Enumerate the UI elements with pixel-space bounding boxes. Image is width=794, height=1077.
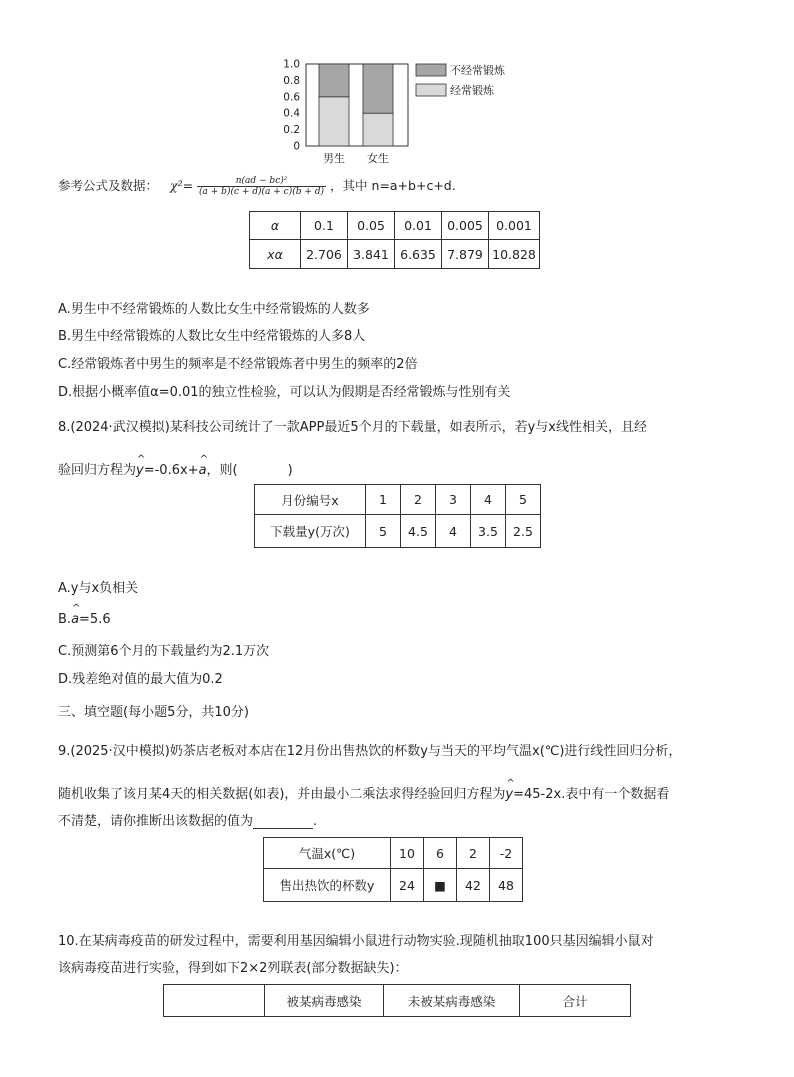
table-cell: 下载量y(万次) xyxy=(255,515,366,548)
y-hat: ^ y xyxy=(505,787,513,802)
bar-segment xyxy=(319,64,349,97)
table-cell: 2.706 xyxy=(301,240,348,269)
option-a: A.男生中不经常锻炼的人数比女生中经常锻炼的人数多 xyxy=(58,302,370,317)
table-cell: 未被某病毒感染 xyxy=(384,985,520,1017)
q8-option-d: D.残差绝对值的最大值为0.2 xyxy=(58,672,223,687)
table-cell: 0.05 xyxy=(348,212,395,240)
table-cell: 2.5 xyxy=(506,515,541,548)
table-cell: 4 xyxy=(436,515,471,548)
table-cell: 48 xyxy=(490,869,523,902)
table-cell: xα xyxy=(250,240,301,269)
table-cell: 0.001 xyxy=(489,212,540,240)
exercise-bar-chart xyxy=(270,56,510,166)
question-10-line1: 10.在某病毒疫苗的研发过程中，需要利用基因编辑小鼠进行动物实验.现随机抽取100只基因编辑小鼠对 xyxy=(58,934,654,949)
table-cell: 2 xyxy=(401,485,436,515)
table-cell: α xyxy=(250,212,301,240)
table-row xyxy=(250,212,540,240)
q8-option-b-prefix: B. xyxy=(58,612,72,627)
table-cell: 气温x(℃) xyxy=(264,838,391,869)
q9-period: . xyxy=(313,814,318,829)
legend-swatch xyxy=(416,84,446,96)
temperature-table xyxy=(263,837,523,902)
legend-swatch xyxy=(416,64,446,76)
q9-text-3: 不清楚，请你推断出该数据的值为 xyxy=(58,814,254,829)
question-9-line2 xyxy=(58,783,669,802)
table-row xyxy=(264,838,523,869)
table-cell: 24 xyxy=(391,869,424,902)
formula-suffix: ，其中 n=a+b+c+d. xyxy=(330,178,456,193)
critical-value-table xyxy=(249,211,540,269)
table-row xyxy=(264,869,523,902)
y-tick-label: 1.0 xyxy=(283,58,300,71)
table-cell: 4.5 xyxy=(401,515,436,548)
y-tick-label: 0.2 xyxy=(283,124,300,137)
table-cell: 5 xyxy=(366,515,401,548)
table-cell xyxy=(164,985,265,1017)
y-tick-label: 0 xyxy=(293,140,300,153)
formula-prefix: 参考公式及数据： xyxy=(58,178,159,193)
question-9-line1: 9.(2025·汉中模拟)奶茶店老板对本店在12月份出售热饮的杯数y与当天的平均气温x(℃)进行线性回归分析， xyxy=(58,744,682,759)
chi-square-symbol: χ²= xyxy=(170,178,194,193)
table-cell: 3.5 xyxy=(471,515,506,548)
contingency-table xyxy=(163,984,631,1017)
bar-segment xyxy=(363,113,393,146)
a-hat: ^ a xyxy=(199,463,207,478)
question-9-line3 xyxy=(58,810,317,829)
q8-option-b-rest: =5.6 xyxy=(79,612,111,627)
option-c: C.经常锻炼者中男生的频率是不经常锻炼者中男生的频率的2倍 xyxy=(58,357,418,372)
table-cell: 2 xyxy=(457,838,490,869)
table-cell: 3.841 xyxy=(348,240,395,269)
x-category-label: 女生 xyxy=(367,152,389,165)
legend-label: 经常锻炼 xyxy=(450,84,494,97)
table-cell: 6.635 xyxy=(395,240,442,269)
table-cell: 售出热饮的杯数y xyxy=(264,869,391,902)
table-cell: 合计 xyxy=(520,985,631,1017)
question-8-line2 xyxy=(58,459,293,478)
q8-option-a: A.y与x负相关 xyxy=(58,581,139,596)
table-row xyxy=(255,515,541,548)
q8-option-b xyxy=(58,612,111,627)
question-10-line2: 该病毒疫苗进行实验，得到如下2×2列联表(部分数据缺失)： xyxy=(58,961,408,976)
q8-equation: =-0.6x+ xyxy=(143,463,199,478)
fraction-denominator: (a + b)(c + d)(a + c)(b + d) xyxy=(199,187,325,197)
q8-then: ，则( xyxy=(206,463,238,478)
table-cell: 被某病毒感染 xyxy=(265,985,384,1017)
table-cell: 7.879 xyxy=(442,240,489,269)
q9-equation: =45-2x.表中有一个数据看 xyxy=(513,787,670,802)
table-cell: 6 xyxy=(424,838,457,869)
chi-square-fraction xyxy=(197,176,326,197)
option-d: D.根据小概率值α=0.01的独立性检验，可以认为假期是否经常锻炼与性别有关 xyxy=(58,385,511,400)
a-hat: ^ a xyxy=(71,612,79,627)
q8-paren-close: ) xyxy=(287,463,293,478)
question-8-line1: 8.(2024·武汉模拟)某科技公司统计了一款APP最近5个月的下载量，如表所示，若y与x线性相关，且经 xyxy=(58,420,647,435)
chart-bars xyxy=(319,64,393,146)
q9-text: 随机收集了该月某4天的相关数据(如表)，并由最小二乘法求得经验回归方程为 xyxy=(58,787,506,802)
table-cell: ■ xyxy=(424,869,457,902)
table-cell: 1 xyxy=(366,485,401,515)
table-cell: 月份编号x xyxy=(255,485,366,515)
fraction-numerator: n(ad − bc)² xyxy=(197,176,326,187)
y-tick-label: 0.4 xyxy=(283,107,300,120)
q8-option-c: C.预测第6个月的下载量约为2.1万次 xyxy=(58,644,270,659)
table-cell: -2 xyxy=(490,838,523,869)
table-cell: 3 xyxy=(436,485,471,515)
section-title: 三、填空题(每小题5分，共10分) xyxy=(58,705,249,720)
table-cell: 42 xyxy=(457,869,490,902)
legend-label: 不经常锻炼 xyxy=(450,64,505,77)
y-tick-label: 0.8 xyxy=(283,74,300,87)
download-table xyxy=(254,484,541,548)
q8-text: 验回归方程为 xyxy=(58,463,137,478)
y-hat: ^ y xyxy=(136,463,144,478)
answer-blank[interactable] xyxy=(253,816,313,829)
bar-segment xyxy=(363,64,393,113)
table-cell: 5 xyxy=(506,485,541,515)
table-cell: 10.828 xyxy=(489,240,540,269)
table-row xyxy=(250,240,540,269)
bar-segment xyxy=(319,97,349,146)
formula-line xyxy=(58,176,456,197)
chart-legend xyxy=(416,63,506,97)
y-tick-label: 0.6 xyxy=(283,91,300,104)
table-cell: 10 xyxy=(391,838,424,869)
x-category-label: 男生 xyxy=(323,152,345,165)
table-cell: 0.01 xyxy=(395,212,442,240)
table-row xyxy=(255,485,541,515)
table-cell: 4 xyxy=(471,485,506,515)
option-b: B.男生中经常锻炼的人数比女生中经常锻炼的人多8人 xyxy=(58,329,366,344)
table-cell: 0.005 xyxy=(442,212,489,240)
table-cell: 0.1 xyxy=(301,212,348,240)
table-row xyxy=(164,985,631,1017)
